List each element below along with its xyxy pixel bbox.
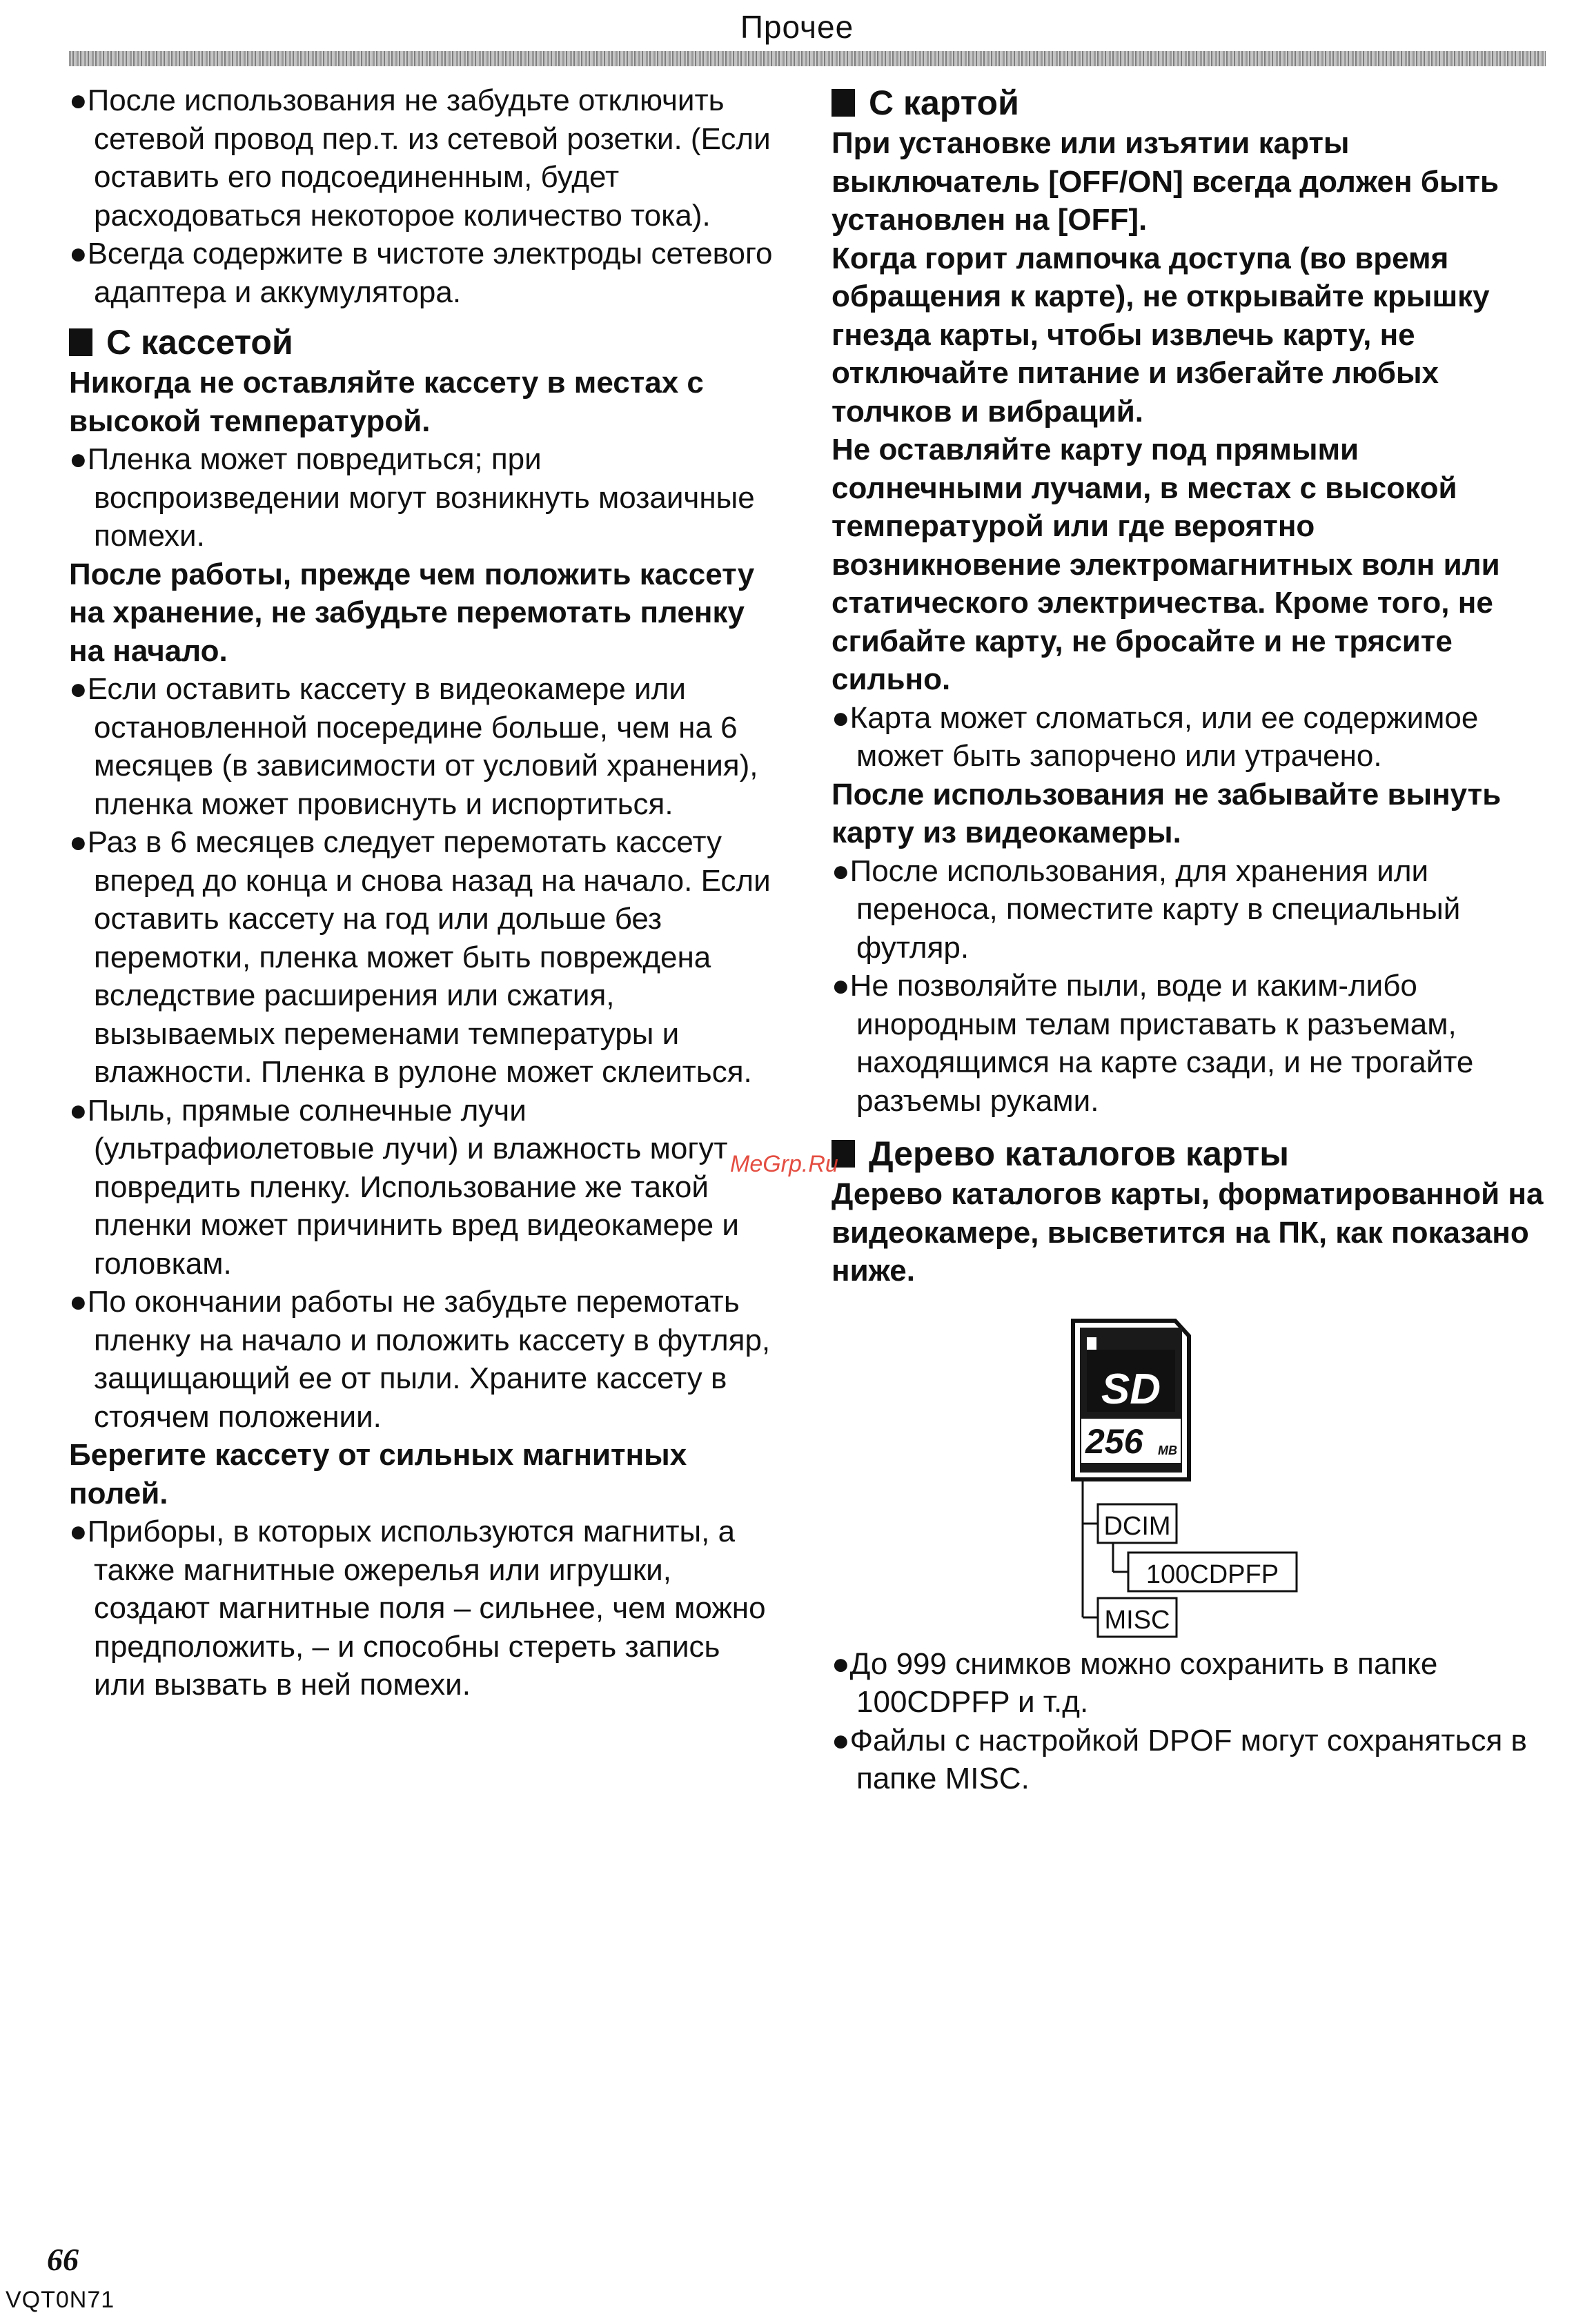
warning-text: Берегите кассету от сильных магнитных полей.: [69, 1438, 687, 1510]
list-item: ●После использования не забудьте отключить сетевой провод пер.т. из сетевой розетки. (Если оставить его подсоединенным, будет расходоваться некоторое количество тока).: [69, 83, 771, 233]
watermark-text: MeGrp.Ru: [730, 1151, 838, 1177]
list-item: ●После использования, для хранения или переноса, поместите карту в специальный футляр.: [832, 854, 1461, 965]
list-item: ●Не позволяйте пыли, воде и каким-либо инородным телам приставать к разъемам, находящимся на карте сзади, и не трогайте разъемы руками.: [832, 969, 1474, 1118]
list-item: ●Всегда содержите в чистоте электроды сетевого адаптера и аккумулятора.: [69, 237, 773, 309]
list-item: ●Если оставить кассету в видеокамере или остановленной посередине больше, чем на 6 месяцев (в зависимости от условий хранения), пленка может провиснуть и испортиться.: [69, 672, 758, 821]
right-column: [832, 81, 1549, 1798]
card-capacity: 256: [1085, 1421, 1143, 1461]
warning-text: После работы, прежде чем положить кассету на хранение, не забудьте перемотать пленку на начало.: [69, 557, 755, 668]
list-item: ●Файлы с настройкой DPOF могут сохраняться в папке MISC.: [832, 1723, 1527, 1795]
warning-text: При установке или изъятии карты выключатель [OFF/ON] всегда должен быть установлен на [OFF].: [832, 126, 1499, 237]
page-header-title: Прочее: [740, 9, 854, 45]
directory-tree-diagram: [832, 1317, 1549, 1641]
warning-text: Когда горит лампочка доступа (во время обращения к карте), не открывайте крышку гнезда карты, чтобы извлечь карту, не отключайте питание и избегайте любых толчков и вибраций.: [832, 241, 1490, 429]
list-item: ●По окончании работы не забудьте перемотать пленку на начало и положить кассету в футляр, защищающий ее от пыли. Храните кассету в стоячем положении.: [69, 1285, 771, 1434]
section-heading-tree: [832, 1132, 1549, 1175]
warning-text: Не оставляйте карту под прямыми солнечными лучами, в местах с высокой температурой или где вероятно возникновение электромагнитных волн или статического электричества. Кроме того, не сгибайте карту, не бросайте и не трясите сильно.: [832, 433, 1500, 696]
document-code: VQT0N71: [6, 2287, 115, 2313]
sd-logo: SD: [1101, 1365, 1161, 1413]
left-column: [69, 81, 780, 1704]
list-item: ●Раз в 6 месяцев следует перемотать кассету вперед до конца и снова назад на начало. Если оставить кассету на год или дольше без перемотки, пленка может быть повреждена вследствие расширения или сжатия, вызываемых переменами температуры и влажности. Пленка в рулоне может склеиться.: [69, 825, 771, 1089]
folder-dcim-label: DCIM: [1103, 1511, 1171, 1541]
section-heading-text: Дерево каталогов карты: [869, 1134, 1289, 1173]
header-rule: [69, 51, 1546, 66]
section-heading-card: [832, 81, 1549, 124]
card-capacity-unit: MB: [1158, 1443, 1177, 1457]
list-item: ●До 999 снимков можно сохранить в папке 100CDPFP и т.д.: [832, 1646, 1438, 1719]
warning-text: После использования не забывайте вынуть карту из видеокамеры.: [832, 777, 1502, 849]
section-heading-text: С кассетой: [106, 323, 293, 362]
tree-intro-text: Дерево каталогов карты, форматированной на видеокамере, высветится на ПК, как показано ниже.: [832, 1177, 1544, 1288]
page-number: 66: [47, 2242, 79, 2277]
list-item: ●Пыль, прямые солнечные лучи (ультрафиолетовые лучи) и влажность могут повредить пленку. Использование же такой пленки может причинить вред видеокамере и головкам.: [69, 1093, 739, 1281]
warning-text: Никогда не оставляйте кассету в местах с высокой температурой.: [69, 366, 704, 438]
folder-misc-label: MISC: [1104, 1605, 1170, 1635]
directory-tree-svg: [1059, 1317, 1349, 1641]
list-item: ●Пленка может повредиться; при воспроизведении могут возникнуть мозаичные помехи.: [69, 442, 755, 553]
list-item: ●Приборы, в которых используются магниты, а также магнитные ожерелья или игрушки, создают магнитные поля – сильнее, чем можно предположить, – и способны стереть запись или вызвать в ней помехи.: [69, 1515, 766, 1702]
section-heading-text: С картой: [869, 83, 1019, 122]
square-bullet-icon: [69, 328, 92, 356]
list-item: ●Карта может сломаться, или ее содержимое может быть запорчено или утрачено.: [832, 700, 1479, 773]
sd-card-icon: [1073, 1321, 1189, 1479]
folder-100cdpfp-label: 100CDPFP: [1145, 1559, 1279, 1589]
square-bullet-icon: [832, 89, 855, 117]
section-heading-cassette: [69, 321, 780, 364]
